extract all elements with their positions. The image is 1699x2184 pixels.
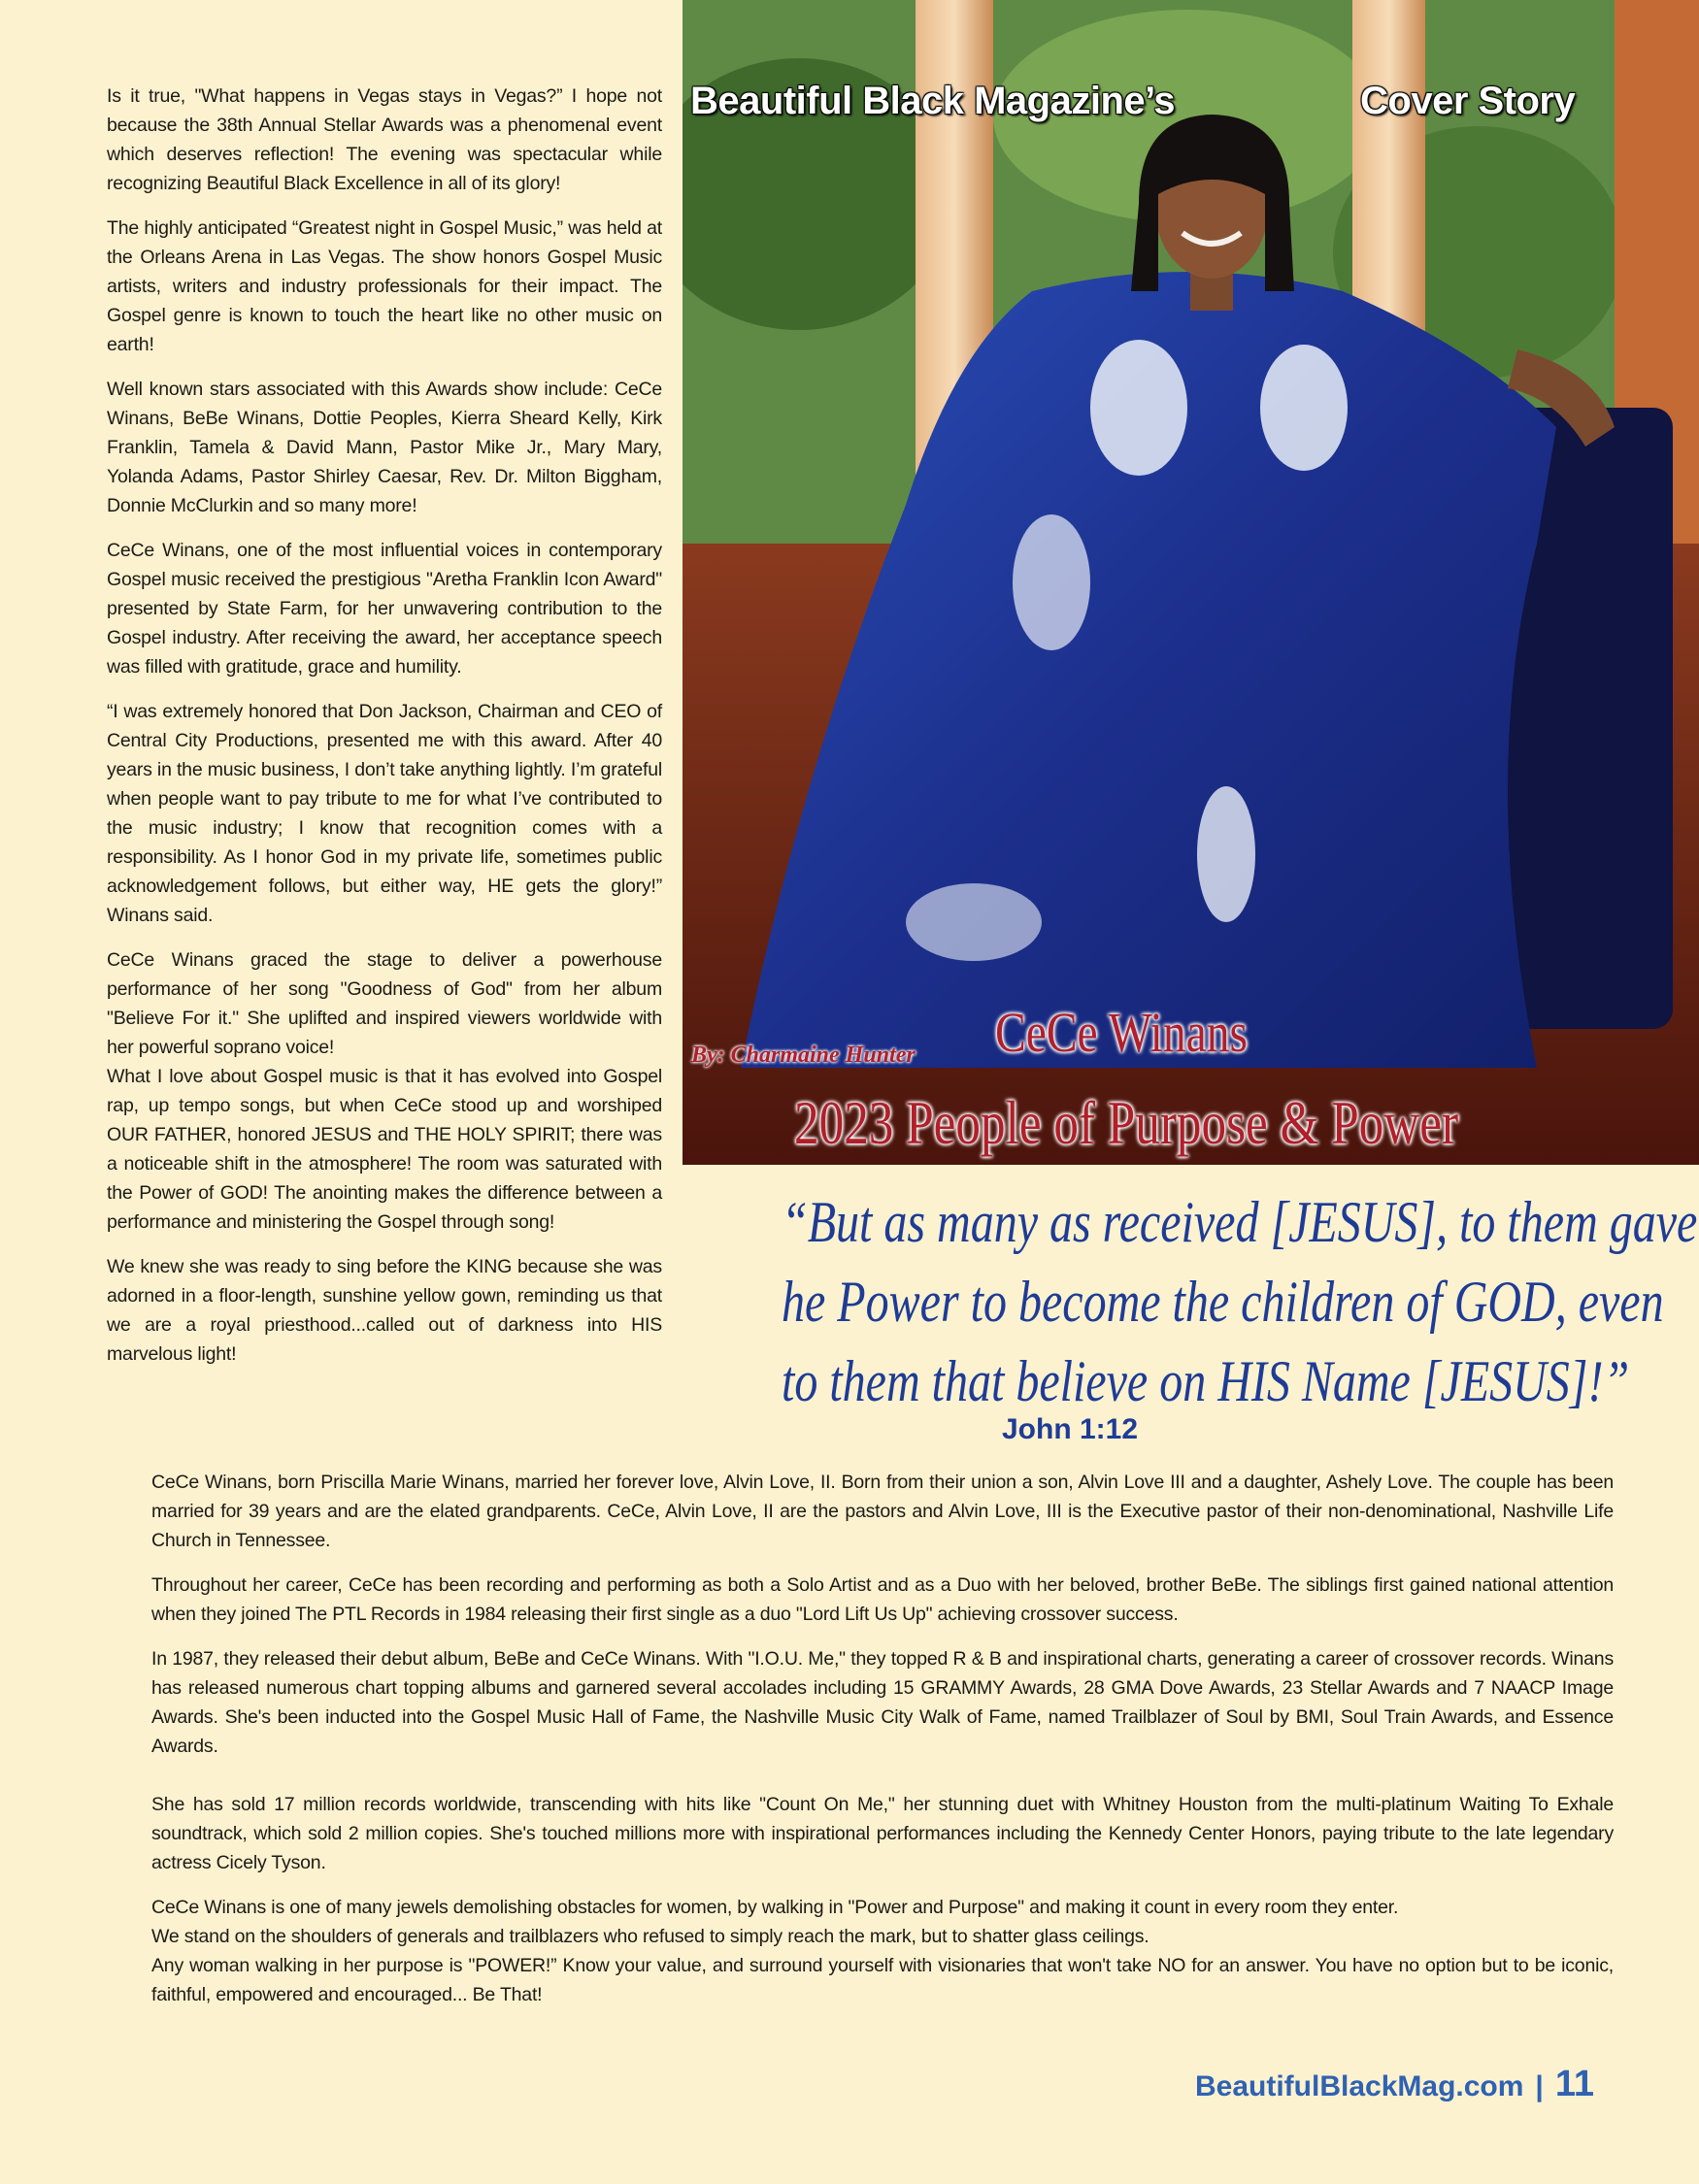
headline-name: CeCe Winans — [995, 1001, 1249, 1064]
article-paragraph: What I love about Gospel music is that it has evolved into Gospel rap, up tempo songs, but when CeCe stood up and worshiped OUR FATHER, honored JESUS and THE HOLY SPIRIT; there was a noticeable shift in the atmosphere! The room was saturated with the Power of GOD! The anointing makes the difference between a performance and ministering the Gospel through song! — [107, 1066, 662, 1233]
page-footer — [1195, 2064, 1594, 2105]
cover-photo — [683, 0, 1699, 1165]
article-paragraph: CeCe Winans, one of the most influential voices in contemporary Gospel music received the prestigious "Aretha Franklin Icon Award" presented by State Farm, for her unwavering contribution to the Gospel industry. After receiving the award, her acceptance speech was filled with gratitude, grace and humility. — [107, 540, 662, 678]
article-paragraph: In 1987, they released their debut album, BeBe and CeCe Winans. With "I.O.U. Me," they topped R & B and inspirational charts, generating a career of crossover records. Winans has released numerous chart topping albums and garnered several accolades including 15 GRAMMY Awards, 28 GMA Dove Awards, 23 Stellar Awards and 7 NAACP Image Awards. She's been inducted into the Gospel Music Hall of Fame, the Nashville Music City Walk of Fame, named Trailblazer of Soul by BMI, Soul Train Awards, and Essence Awards. — [151, 1648, 1614, 1757]
quote-line: to them that believe on HIS Name [JESUS]!” — [782, 1349, 1630, 1413]
page-number: 11 — [1554, 2064, 1594, 2104]
quote-line: “But as many as received [JESUS], to them gave — [782, 1190, 1698, 1254]
left-column-article — [107, 82, 662, 1384]
website-link[interactable]: BeautifulBlackMag.com — [1195, 2070, 1524, 2102]
article-paragraph: CeCe Winans graced the stage to deliver a powerhouse performance of her song "Goodness of God" from her album "Believe For it." She uplifted and inspired viewers worldwide with her powerful soprano voice! — [107, 949, 662, 1058]
magazine-label: Beautiful Black Magazine’s — [690, 80, 1175, 122]
article-paragraph: CeCe Winans, born Priscilla Marie Winans, married her forever love, Alvin Love, II. Born from their union a son, Alvin Love III and a daughter, Ashely Love. The couple has been married for 39 years and are the elated grandparents. CeCe, Alvin Love, II are the pastors and Alvin Love, III is the Executive pastor of their non-denominational, Nashville Life Church in Tennessee. — [151, 1472, 1614, 1551]
article-paragraph: “I was extremely honored that Don Jackson, Chairman and CEO of Central City Productions, presented me with this award. After 40 years in the music business, I don’t take anything lightly. I’m grateful when people want to pay tribute to me for what I’ve contributed to the music industry; I know that recognition comes with a responsibility. As I honor God in my private life, sometimes public acknowledgement follows, but either way, HE gets the glory!” Winans said. — [107, 701, 662, 926]
full-width-article — [151, 1468, 1614, 2025]
article-paragraph: Throughout her career, CeCe has been recording and performing as both a Solo Artist and as a Duo with her beloved, brother BeBe. The siblings first gained national attention when they joined The PTL Records in 1984 releasing their first single as a duo "Lord Lift Us Up" achieving crossover success. — [151, 1574, 1614, 1625]
article-paragraph: Any woman walking in her purpose is "POWER!” Know your value, and surround yourself with visionaries that won't take NO for an answer. You have no option but to be iconic, faithful, empowered and encouraged... Be That! — [151, 1955, 1614, 2005]
quote-line: he Power to become the children of GOD, even — [782, 1270, 1664, 1334]
article-paragraph: We stand on the shoulders of generals and trailblazers who refused to simply reach the mark, but to shatter glass ceilings. — [151, 1926, 1149, 1947]
scripture-quote — [680, 1182, 1699, 1421]
scripture-reference: John 1:12 — [1002, 1413, 1139, 1445]
article-paragraph: We knew she was ready to sing before the KING because she was adorned in a floor-length, sunshine yellow gown, reminding us that we are a royal priesthood...called out of darkness into HIS marvelous light! — [107, 1256, 662, 1365]
section-label: Cover Story — [1360, 80, 1576, 122]
author-byline: By: Charmaine Hunter — [691, 1042, 916, 1068]
article-paragraph: CeCe Winans is one of many jewels demolishing obstacles for women, by walking in "Power and Purpose" and making it count in every room they enter. — [151, 1897, 1399, 1918]
footer-separator: | — [1535, 2070, 1544, 2102]
article-paragraph: Well known stars associated with this Awards show include: CeCe Winans, BeBe Winans, Dottie Peoples, Kierra Sheard Kelly, Kirk Franklin, Tamela & David Mann, Pastor Mike Jr., Mary Mary, Yolanda Adams, Pastor Shirley Caesar, Rev. Dr. Milton Biggham, Donnie McClurkin and so many more! — [107, 379, 662, 516]
article-paragraph: She has sold 17 million records worldwide, transcending with hits like "Count On Me," her stunning duet with Whitney Houston from the multi-platinum Waiting To Exhale soundtrack, which sold 2 million copies. She's touched millions more with inspirational performances including the Kennedy Center Honors, paying tribute to the late legendary actress Cicely Tyson. — [151, 1794, 1614, 1873]
headline-subtitle: 2023 People of Purpose & Power — [794, 1088, 1459, 1157]
article-paragraph: Is it true, "What happens in Vegas stays in Vegas?” I hope not because the 38th Annual Stellar Awards was a phenomenal event which deserves reflection! The evening was spectacular while recognizing Beautiful Black Excellence in all of its glory! — [107, 85, 662, 194]
article-paragraph: The highly anticipated “Greatest night in Gospel Music,” was held at the Orleans Arena in Las Vegas. The show honors Gospel Music artists, writers and industry professionals for their impact. The Gospel genre is known to touch the heart like no other music on earth! — [107, 217, 662, 355]
cover-photo-illustration — [683, 0, 1699, 1165]
